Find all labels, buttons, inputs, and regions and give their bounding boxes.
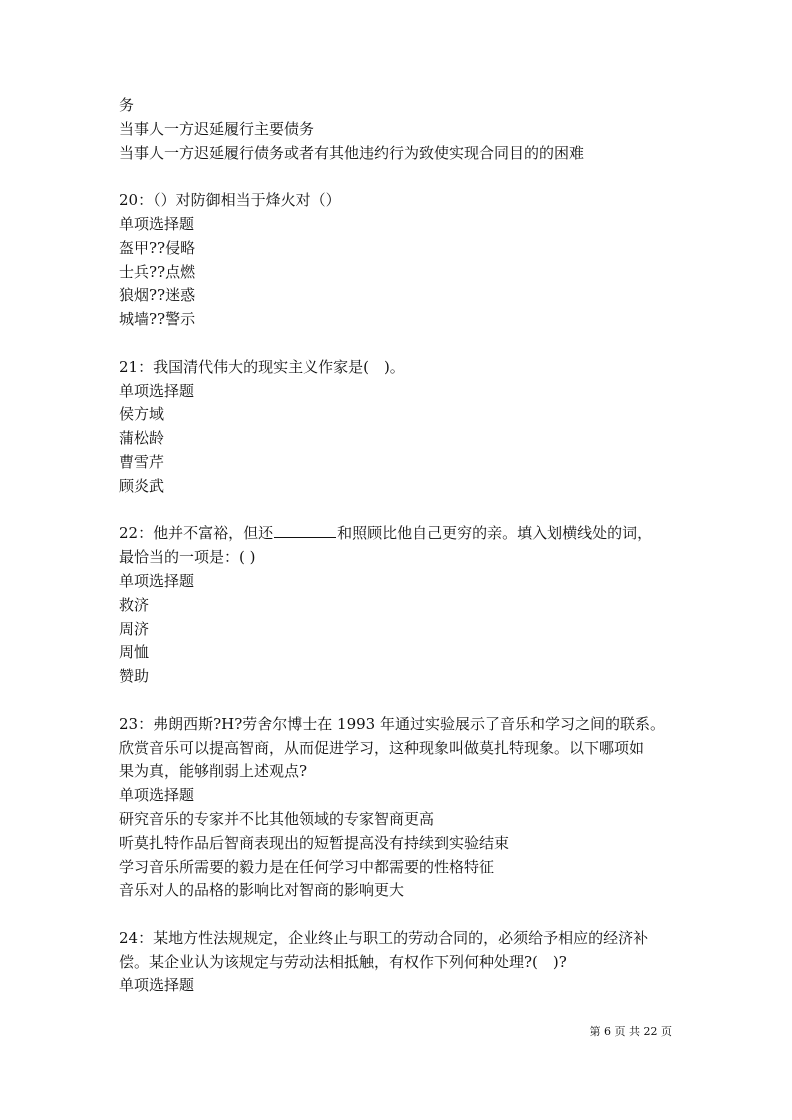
question-stem-continued: 果为真，能够削弱上述观点? — [119, 762, 308, 781]
question-20 — [119, 189, 679, 332]
option-text: 顾炎武 — [119, 476, 165, 495]
option-text: 当事人一方迟延履行主要债务 — [119, 119, 315, 138]
question-stem: 23：弗朗西斯?H?劳舍尔博士在 1993 年通过实验展示了音乐和学习之间的联系。 — [119, 714, 665, 733]
option-text: 盔甲??侵略 — [119, 238, 196, 257]
question-stem — [119, 522, 679, 546]
spacer — [119, 332, 679, 356]
option-text: 务 — [119, 96, 135, 114]
option-text: 听莫扎特作品后智商表现出的短暂提高没有持续到实验结束 — [119, 833, 510, 852]
document-body — [119, 94, 679, 998]
stem-before-blank: 22：他并不富裕，但还 — [119, 524, 274, 543]
option-text: 狼烟??迷惑 — [119, 286, 196, 305]
question-stem-continued: 最恰当的一项是：( ) — [119, 548, 256, 567]
stem-after-blank: 和照顾比他自己更穷的亲。填入划横线处的词， — [337, 524, 653, 543]
question-stem-continued: 欣赏音乐可以提高智商，从而促进学习，这种现象叫做莫扎特现象。以下哪项如 — [119, 738, 645, 757]
option-text: 学习音乐所需要的毅力是在任何学习中都需要的性格特征 — [119, 857, 495, 876]
page-footer — [0, 1024, 792, 1040]
fill-in-blank — [274, 523, 336, 538]
spacer — [119, 499, 679, 523]
option-text: 侯方域 — [119, 405, 165, 424]
question-24 — [119, 927, 679, 998]
question-type: 单项选择题 — [119, 571, 195, 590]
option-text: 当事人一方迟延履行债务或者有其他违约行为致使实现合同目的的困难 — [119, 143, 585, 162]
option-text: 周恤 — [119, 643, 150, 662]
question-type: 单项选择题 — [119, 214, 195, 233]
previous-question-continuation — [119, 94, 679, 165]
question-type: 单项选择题 — [119, 976, 195, 995]
question-21 — [119, 356, 679, 499]
question-stem: 21：我国清代伟大的现实主义作家是( )。 — [119, 357, 405, 376]
page-number: 第 6 页 共 22 页 — [589, 1025, 672, 1038]
option-text: 周济 — [119, 619, 150, 638]
spacer — [119, 689, 679, 713]
question-23 — [119, 713, 679, 903]
option-text: 赞助 — [119, 667, 150, 686]
question-stem-continued: 偿。某企业认为该规定与劳动法相抵触，有权作下列何种处理?( )? — [119, 952, 567, 971]
question-stem: 24：某地方性法规规定，企业终止与职工的劳动合同的，必须给予相应的经济补 — [119, 928, 649, 947]
option-text: 救济 — [119, 595, 150, 614]
question-stem: 20：（）对防御相当于烽火对（） — [119, 191, 341, 210]
option-text: 曹雪芹 — [119, 452, 165, 471]
spacer — [119, 903, 679, 927]
question-type: 单项选择题 — [119, 381, 195, 400]
option-text: 蒲松龄 — [119, 429, 165, 448]
option-text: 士兵??点燃 — [119, 262, 196, 281]
question-22 — [119, 522, 679, 689]
spacer — [119, 165, 679, 189]
option-text: 研究音乐的专家并不比其他领域的专家智商更高 — [119, 809, 435, 828]
option-text: 城墙??警示 — [119, 310, 196, 329]
option-text: 音乐对人的品格的影响比对智商的影响更大 — [119, 881, 405, 900]
question-type: 单项选择题 — [119, 786, 195, 805]
